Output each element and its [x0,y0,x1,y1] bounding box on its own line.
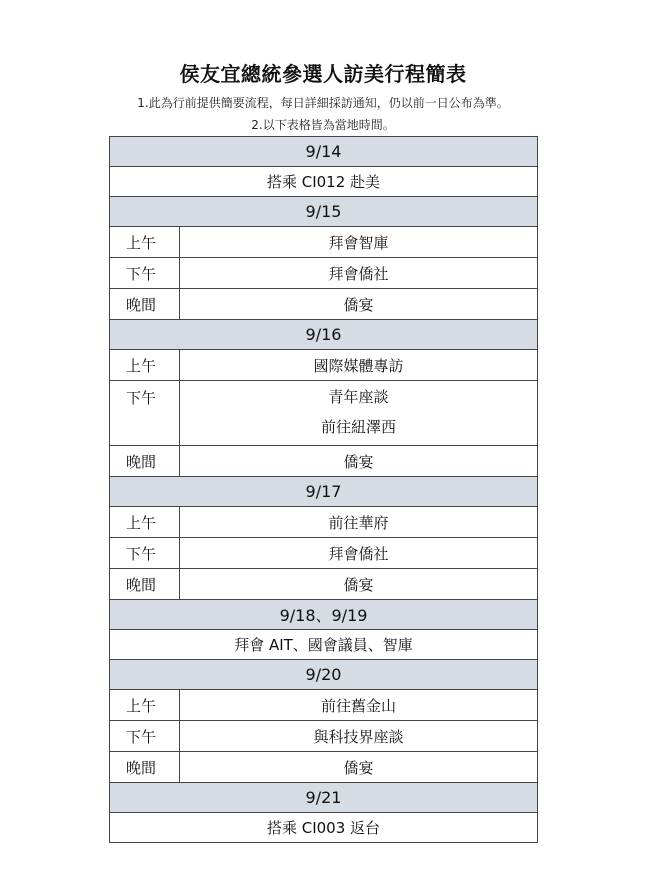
activity-cell: 僑宴 [180,752,538,783]
activity-cell: 前往華府 [180,507,538,538]
time-label: 下午 [110,538,180,569]
note-1: 1.此為行前提供簡要流程，每日詳細採訪通知，仍以前一日公布為準。 [137,96,509,110]
activity-row [110,167,538,197]
page-title: 侯友宜總統參選人訪美行程簡表 [179,62,467,86]
date-row [110,137,538,167]
time-label: 上午 [110,507,180,538]
date-cell: 9/20 [110,660,538,690]
activity-cell: 僑宴 [180,569,538,600]
date-cell: 9/16 [110,320,538,350]
date-row [110,600,538,630]
date-row [110,660,538,690]
activity-cell: 拜會 AIT、國會議員、智庫 [110,630,538,660]
time-label: 下午 [110,381,180,446]
activity-row [110,630,538,660]
activity-row [110,258,538,289]
activity-cell: 僑宴 [180,446,538,477]
time-label: 上午 [110,350,180,381]
activity-cell: 搭乘 CI003 返台 [110,813,538,843]
activity-cell: 拜會僑社 [180,538,538,569]
time-label: 晚間 [110,446,180,477]
time-label: 上午 [110,690,180,721]
activity-row [110,569,538,600]
activity-row [110,350,538,381]
time-label: 晚間 [110,752,180,783]
activity-row [110,721,538,752]
activity-row [110,227,538,258]
activity-row [110,813,538,843]
schedule-table [109,136,538,843]
activity-cell: 拜會僑社 [180,258,538,289]
date-row [110,320,538,350]
date-row [110,783,538,813]
date-cell: 9/21 [110,783,538,813]
time-label: 晚間 [110,569,180,600]
activity-row [110,538,538,569]
date-row [110,477,538,507]
time-label: 晚間 [110,289,180,320]
date-cell: 9/15 [110,197,538,227]
activity-row [110,289,538,320]
activity-row [110,752,538,783]
activity-cell: 拜會智庫 [180,227,538,258]
activity-cell: 僑宴 [180,289,538,320]
activity-cell: 國際媒體專訪 [180,350,538,381]
time-label: 下午 [110,721,180,752]
activity-row [110,446,538,477]
activity-cell: 與科技界座談 [180,721,538,752]
date-cell: 9/14 [110,137,538,167]
activity-line: 青年座談 [328,388,389,406]
activity-line: 前往紐澤西 [320,418,396,436]
date-cell: 9/18、9/19 [110,600,538,630]
date-cell: 9/17 [110,477,538,507]
activity-cell: 前往舊金山 [180,690,538,721]
activity-cell [180,381,538,446]
activity-row [110,690,538,721]
activity-row [110,507,538,538]
activity-row [110,381,538,446]
time-label: 下午 [110,258,180,289]
time-label: 上午 [110,227,180,258]
note-2: 2.以下表格皆為當地時間。 [251,118,395,132]
activity-cell: 搭乘 CI012 赴美 [110,167,538,197]
date-row [110,197,538,227]
